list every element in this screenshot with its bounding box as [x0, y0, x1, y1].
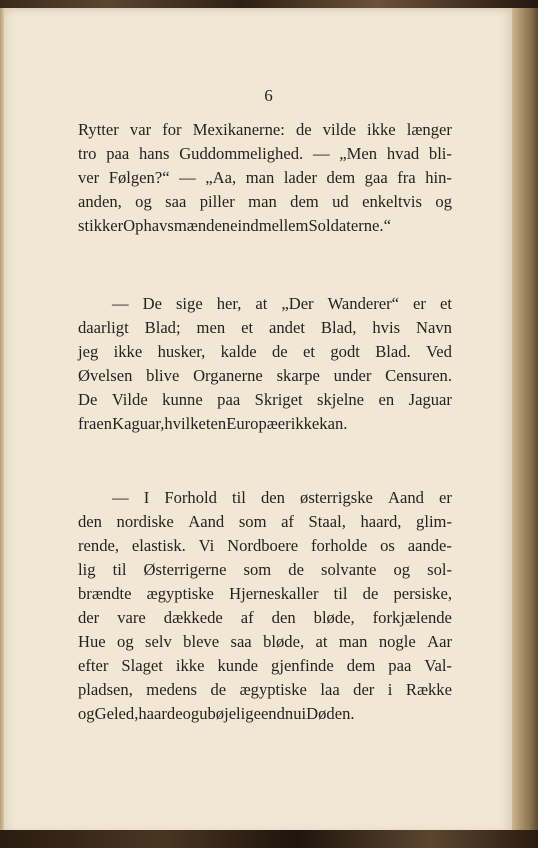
text-line: Hue og selv bleve saa bløde, at man nogle Aar [78, 632, 452, 651]
text-line: Øvelsen blive Organerne skarpe under Censuren. [78, 366, 452, 385]
text-line: tro paa hans Guddommelighed. — „Men hvad bli- [78, 144, 452, 163]
text-line: De Vilde kunne paa Skriget skjelne en Jaguar [78, 390, 452, 409]
page-number: 6 [264, 86, 274, 105]
book-bottom-edge [0, 830, 538, 848]
text-line: Rytter var for Mexikanerne: de vilde ikke længer [78, 120, 452, 139]
text-line: fra en Kaguar, hvilket en Europæer ikke kan. [78, 414, 348, 433]
text-line: — De sige her, at „Der Wanderer“ er et [112, 294, 452, 313]
text-line: lig til Østerrigerne som de solvante og sol- [78, 560, 452, 579]
text-line: ver Følgen?“ — „Aa, man lader dem gaa fra hin- [78, 168, 452, 187]
text-line: jeg ikke husker, kalde de et godt Blad. Ved [78, 342, 452, 361]
book-page-edge [512, 8, 538, 834]
paragraph-1 [78, 118, 452, 238]
text-line: — I Forhold til den østerrigske Aand er [112, 488, 452, 507]
text-line: den nordiske Aand som af Staal, haard, glim- [78, 512, 452, 531]
text-line: efter Slaget ikke kunde gjenfinde dem paa Val- [78, 656, 452, 675]
text-line: pladsen, medens de ægyptiske laa der i Række [78, 680, 452, 699]
text-line: stikker Ophavsmændene ind mellem Soldaterne.“ [78, 216, 391, 235]
text-line: og Geled, haarde og ubøjelige endnu i Døden. [78, 704, 355, 723]
text-line: anden, og saa piller man dem ud enkeltvis og [78, 192, 452, 211]
text-line: rende, elastisk. Vi Nordboere forholde os aande- [78, 536, 452, 555]
text-line: brændte ægyptiske Hjerneskaller til de persiske, [78, 584, 452, 603]
text-line: daarligt Blad; men et andet Blad, hvis Navn [78, 318, 452, 337]
paragraph-2 [78, 292, 452, 436]
text-line: der vare dækkede af den bløde, forkjælende [78, 608, 452, 627]
paragraph-3 [78, 486, 452, 726]
